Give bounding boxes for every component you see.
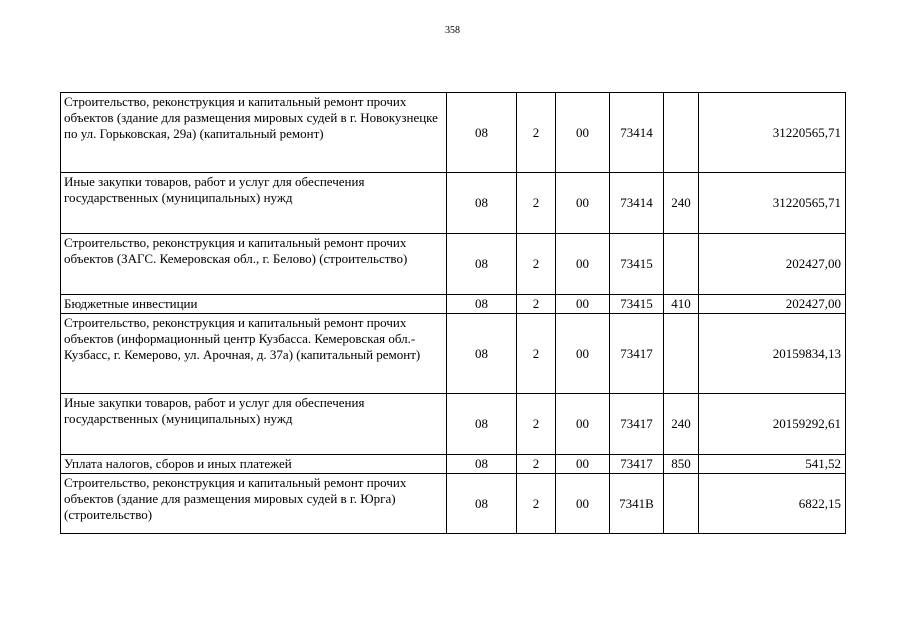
subsection-code-cell: 2	[517, 234, 556, 295]
row-name-cell: Строительство, реконструкция и капитальный ремонт прочих объектов (ЗАГС. Кемеровская обл., г. Белово) (строительство)	[61, 234, 447, 295]
amount-cell: 202427,00	[699, 295, 846, 314]
section-code-cell: 08	[447, 474, 517, 534]
subsection-code-cell: 2	[517, 93, 556, 173]
expense-type-cell: 850	[664, 455, 699, 474]
row-name-cell: Уплата налогов, сборов и иных платежей	[61, 455, 447, 474]
table-row	[61, 455, 846, 474]
subsection-code-cell: 2	[517, 314, 556, 394]
direction-code-cell: 73414	[610, 93, 664, 173]
program-code-cell: 00	[556, 93, 610, 173]
direction-code-cell: 73415	[610, 234, 664, 295]
page-number: 358	[445, 25, 460, 36]
direction-code-cell: 73417	[610, 455, 664, 474]
section-code-cell: 08	[447, 93, 517, 173]
section-code-cell: 08	[447, 455, 517, 474]
subsection-code-cell: 2	[517, 455, 556, 474]
amount-cell: 31220565,71	[699, 93, 846, 173]
amount-cell: 20159834,13	[699, 314, 846, 394]
table-row	[61, 173, 846, 234]
section-code-cell: 08	[447, 295, 517, 314]
table-row	[61, 93, 846, 173]
direction-code-cell: 73414	[610, 173, 664, 234]
amount-cell: 202427,00	[699, 234, 846, 295]
table-row	[61, 474, 846, 534]
subsection-code-cell: 2	[517, 394, 556, 455]
budget-table	[60, 92, 846, 534]
row-name-cell: Строительство, реконструкция и капитальный ремонт прочих объектов (здание для размещения мировых судей в г. Юрга) (строительство)	[61, 474, 447, 534]
subsection-code-cell: 2	[517, 173, 556, 234]
expense-type-cell	[664, 234, 699, 295]
table-row	[61, 394, 846, 455]
row-name-cell: Бюджетные инвестиции	[61, 295, 447, 314]
amount-cell: 6822,15	[699, 474, 846, 534]
expense-type-cell: 240	[664, 173, 699, 234]
expense-type-cell	[664, 314, 699, 394]
subsection-code-cell: 2	[517, 295, 556, 314]
program-code-cell: 00	[556, 234, 610, 295]
expense-type-cell: 410	[664, 295, 699, 314]
program-code-cell: 00	[556, 314, 610, 394]
table-row	[61, 295, 846, 314]
row-name-cell: Строительство, реконструкция и капитальный ремонт прочих объектов (информационный центр Кузбасса. Кемеровская обл.-Кузбасс, г. Кемерово, ул. Арочная, д. 37а) (капитальный ремонт)	[61, 314, 447, 394]
expense-type-cell: 240	[664, 394, 699, 455]
program-code-cell: 00	[556, 295, 610, 314]
amount-cell: 31220565,71	[699, 173, 846, 234]
table-row	[61, 314, 846, 394]
program-code-cell: 00	[556, 173, 610, 234]
row-name-cell: Строительство, реконструкция и капитальный ремонт прочих объектов (здание для размещения мировых судей в г. Новокузнецке по ул. Горьковская, 29а) (капитальный ремонт)	[61, 93, 447, 173]
section-code-cell: 08	[447, 394, 517, 455]
program-code-cell: 00	[556, 394, 610, 455]
subsection-code-cell: 2	[517, 474, 556, 534]
program-code-cell: 00	[556, 455, 610, 474]
direction-code-cell: 73415	[610, 295, 664, 314]
section-code-cell: 08	[447, 234, 517, 295]
row-name-cell: Иные закупки товаров, работ и услуг для обеспечения государственных (муниципальных) нужд	[61, 394, 447, 455]
section-code-cell: 08	[447, 314, 517, 394]
amount-cell: 20159292,61	[699, 394, 846, 455]
expense-type-cell	[664, 93, 699, 173]
amount-cell: 541,52	[699, 455, 846, 474]
program-code-cell: 00	[556, 474, 610, 534]
section-code-cell: 08	[447, 173, 517, 234]
direction-code-cell: 7341В	[610, 474, 664, 534]
table-row	[61, 234, 846, 295]
direction-code-cell: 73417	[610, 394, 664, 455]
direction-code-cell: 73417	[610, 314, 664, 394]
row-name-cell: Иные закупки товаров, работ и услуг для обеспечения государственных (муниципальных) нужд	[61, 173, 447, 234]
expense-type-cell	[664, 474, 699, 534]
